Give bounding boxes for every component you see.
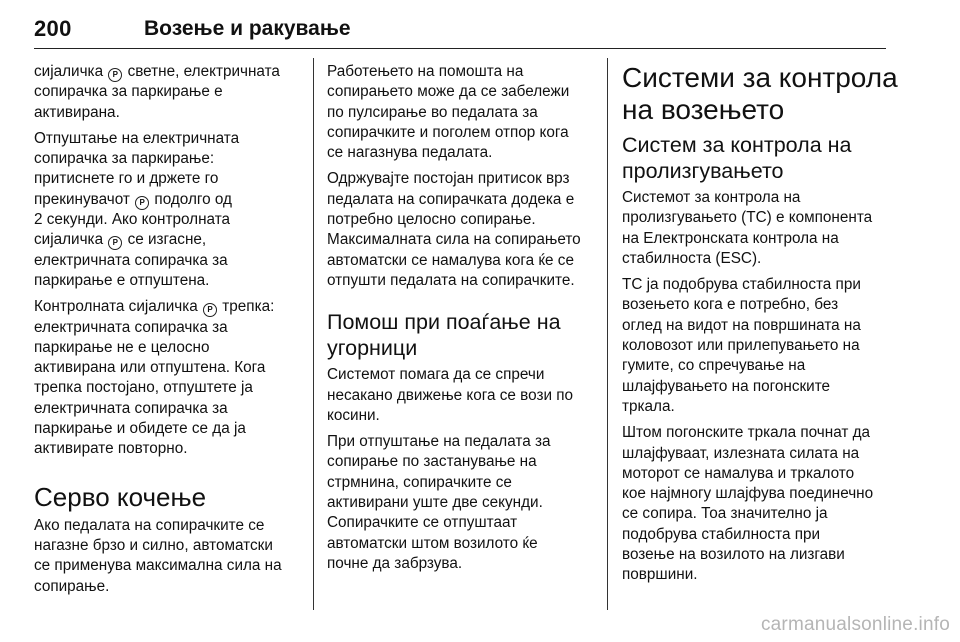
column-3 — [622, 62, 898, 592]
paragraph: сијаличка P светне, електричната сопирачка за паркирање е активирана. — [34, 63, 280, 121]
chapter-section-title: Системи за контрола на возењето — [622, 62, 898, 125]
paragraph: TC ја подобрува стабилноста при возењето кога е потребно, без оглед на видот на површината на коловозот или прилепувањето на гумите, со спречување на шлајфувањето на погонските тркала. — [622, 276, 861, 415]
section-heading: Серво кочење — [34, 481, 207, 512]
parking-brake-icon: P — [108, 68, 122, 82]
paragraph: При отпуштање на педалата за сопирање по застанување на стрмнина, сопирачките се активирани уште две секунди. Сопирачките се отпуштаат автоматски штом возилото ќе почне да забрзува. — [327, 433, 551, 572]
column-2 — [327, 62, 591, 580]
paragraph: Одржувајте постојан притисок врз педалата на сопирачката додека е потребно целосно сопирање. Максималната сила на сопирањето автоматски се намалува кога ќе се отпушти педалата на сопирачките. — [327, 170, 581, 289]
column-divider — [313, 58, 314, 610]
parking-brake-icon: P — [203, 303, 217, 317]
section-heading: Помош при поаѓање на угорници — [327, 310, 561, 361]
paragraph: Системот за контрола на пролизгувањето (TC) е компонента на Електронската контрола на стабилноста (ESC). — [622, 189, 873, 267]
watermark: carmanualsonline.info — [760, 614, 950, 635]
column-1 — [34, 62, 298, 603]
parking-brake-icon: P — [108, 236, 122, 250]
page-header — [34, 16, 886, 49]
paragraph: Работењето на помошта на сопирањето може да се забележи по пулсирање во педалата за сопирачките и поголем отпор кога се нагазнува педалата. — [327, 63, 570, 162]
paragraph: Штом погонските тркала почнат да шлајфуваат, излезната силата на моторот се намалува и тркалото кое најмногу шлајфува поединечно се сопира. Тоа значително ја подобрува стабилноста при возење на возилото на лизгави површини. — [622, 424, 874, 584]
page-number: 200 — [34, 16, 72, 41]
section-heading: Систем за контрола на пролизгувањето — [622, 133, 852, 183]
paragraph: Системот помага да се спречи несакано движење кога се вози по косини. — [327, 366, 574, 424]
chapter-title: Возење и ракување — [144, 17, 351, 40]
paragraph: Контролната сијаличка P трепка: електричната сопирачка за паркирање не е целосно активирана или отпуштена. Кога трепка постојано, отпуштете ја електричната сопирачка за паркирање и обидете се да ја активирате повторно. — [34, 298, 275, 458]
paragraph: Ако педалата на сопирачките се нагазне брзо и силно, автоматски се применува максимална сила на сопирање. — [34, 516, 282, 595]
parking-brake-icon: P — [135, 196, 149, 210]
column-divider — [607, 58, 608, 610]
paragraph: Отпуштање на електричната сопирачка за паркирање: притиснете го и држете го прекинувачот P подолго од 2 секунди. Ако контролната сијаличка P се изгасне, електричната сопирачка за паркирање е отпуштена. — [34, 129, 240, 289]
